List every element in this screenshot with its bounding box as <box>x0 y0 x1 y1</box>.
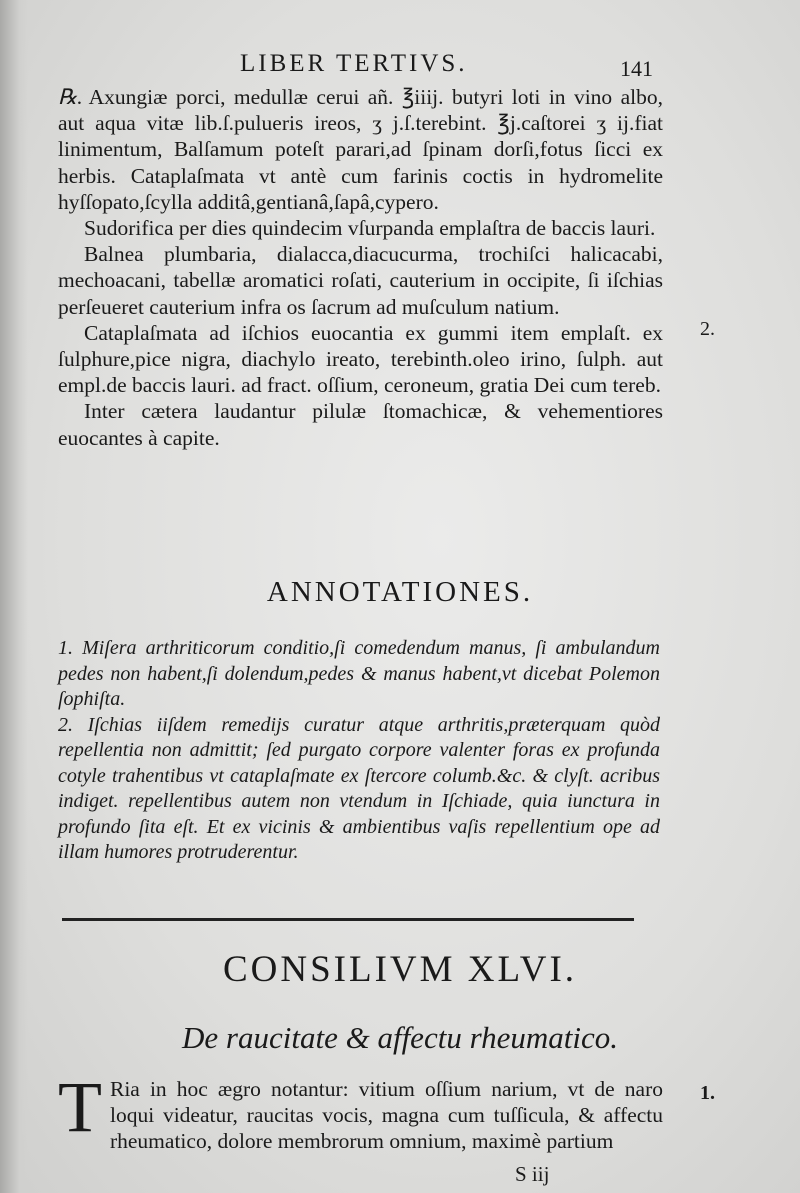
prescription-paragraph <box>58 215 663 241</box>
prescription-paragraph <box>58 398 663 450</box>
paragraph-text: Cataplaſmata ad iſchios euocantia ex gummi item emplaſt. ex ſulphure,pice nigra, diachylo ireato, terebinth.oleo irino, ſulph. aut empl.de baccis lauri. ad fract. oſſium, ceroneum, gratia Dei cum tereb. <box>58 320 663 398</box>
annotation-item <box>58 636 660 713</box>
annotation-number: 1. <box>58 637 73 659</box>
paragraph-text: Inter cætera laudantur pilulæ ſtomachicæ, & vehementiores euocantes à capite. <box>58 399 663 450</box>
consilium-title: CONSILIVM XLVI. <box>222 949 578 990</box>
annotation-text: Miſera arthriticorum conditio,ſi comedendum manus, ſi ambulandum pedes non habent,ſi dolendum,pedes & manus habent,vt dicebat Polemon ſophiſta. <box>58 637 661 710</box>
prescription-paragraph <box>58 320 663 399</box>
annotations-heading: ANNOTATIONES. <box>266 576 534 608</box>
margin-note: 2. <box>700 318 715 340</box>
paragraph-text: Sudorifica per dies quindecim vſurpanda emplaſtra de baccis lauri. <box>84 216 656 241</box>
annotation-item <box>58 713 660 866</box>
drop-cap: T <box>58 1067 102 1147</box>
opening-text: Ria in hoc ægro notantur: vitium oſſium narium, vt de naro loqui videatur, raucitas vocis, magna cum tuſſicula, & affectu rheumatico, dolore membrorum omnium, maximè partium <box>109 1077 663 1153</box>
prescription-paragraph <box>58 241 663 320</box>
paragraph-text: Axungiæ porci, medullæ cerui añ. ℥iiij. butyri loti in vino albo, aut aqua vitæ lib.ſ.pulueris ireos, ʒ j.ſ.terebint. ℥j.caſtorei ʒ ij.fiat linimentum, Balſamum poteſt parari,ad ſpinam dorſi,fotus ſicci ex herbis. Cataplaſmata vt antè cum farinis coctis in hydromelite hyſſopato,ſcylla additâ,gentianâ,ſapâ,cypero. <box>58 85 663 214</box>
prescription-text <box>58 84 663 451</box>
running-head <box>0 50 800 84</box>
annotations-list <box>58 636 660 866</box>
page-number: 141 <box>620 56 653 81</box>
annotation-number: 2. <box>58 713 73 736</box>
margin-note: 1. <box>700 1082 715 1104</box>
prescription-paragraph <box>58 84 663 215</box>
consilium-opening <box>58 1067 663 1154</box>
recipe-symbol: ℞. <box>58 85 83 109</box>
paragraph-text: Balnea plumbaria, dialacca,diacucurma, trochiſci halicacabi, mechoacani, tabellæ aromatici roſati, cauterium in occipite, ſi iſchias perſeueret cauterium infra os ſacrum ad muſculum natium. <box>58 242 663 319</box>
running-title: LIBER TERTIVS. <box>240 50 468 77</box>
annotation-text: Iſchias iiſdem remedijs curatur atque arthritis,præterquam quòd repellentia non admittit; ſed purgato corpore valenter foras ex profunda cotyle trahentibus vt cataplaſmate ex ſtercore columb.&c. & clyſt. acribus indiget. repellentibus autem non vtendum in Iſchiade, quia iunctura in profundo ſita eſt. Et ex vicinis & ambientibus vaſis repellentium ope ad illam humores protruderentur. <box>58 713 661 863</box>
section-divider <box>62 918 634 921</box>
signature-mark: S iij <box>515 1162 550 1186</box>
consilium-subtitle: De raucitate & affectu rheumatico. <box>182 1020 618 1055</box>
